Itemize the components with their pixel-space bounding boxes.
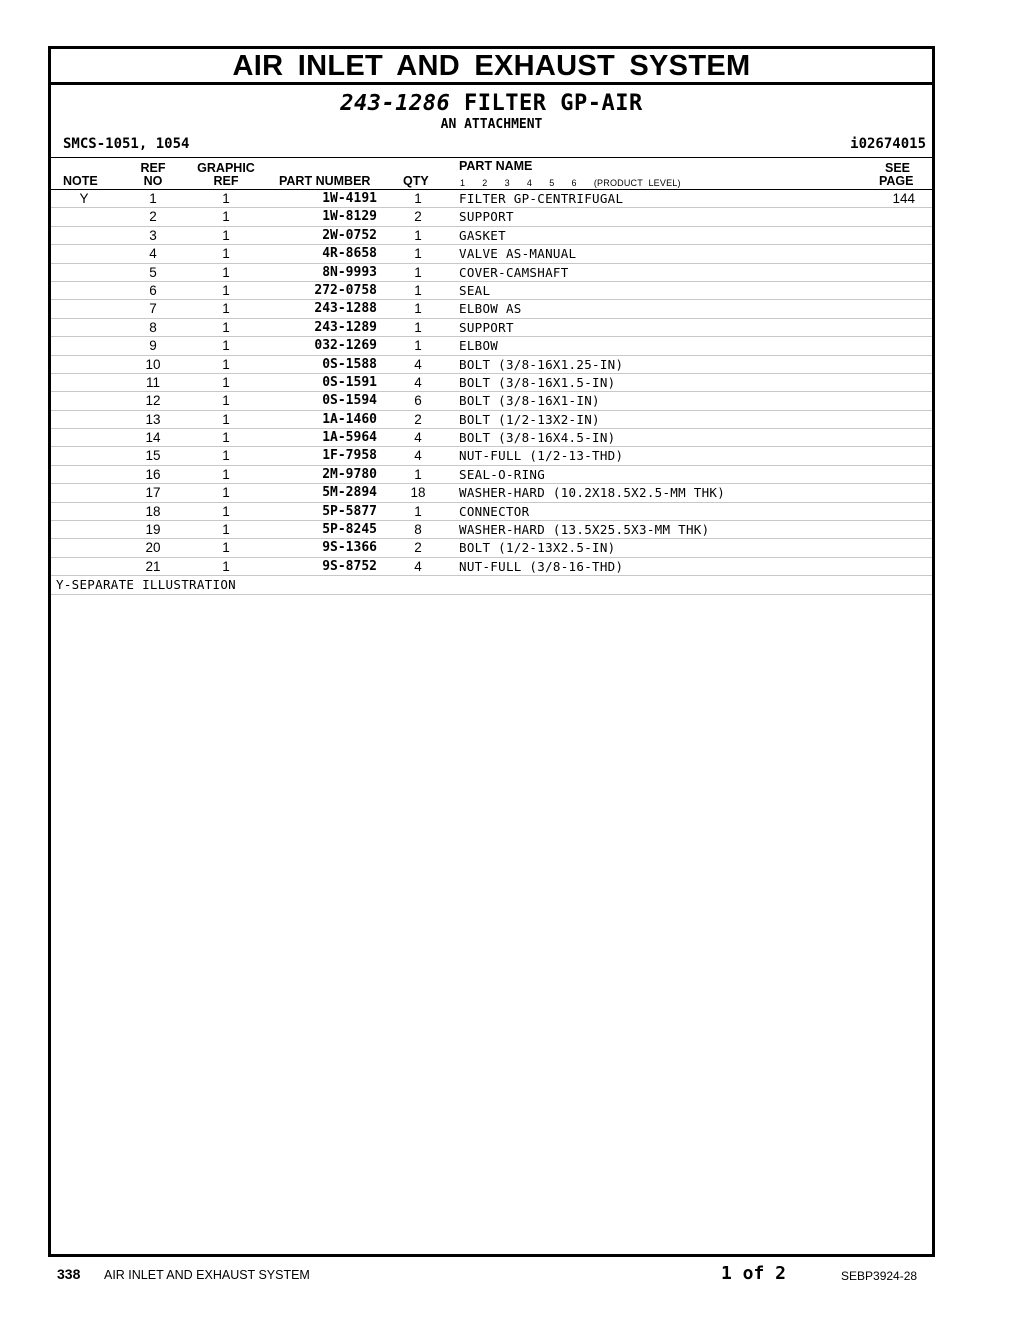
ref-no-cell: 18	[145, 503, 161, 519]
qty-cell: 1	[414, 319, 422, 335]
smcs-codes: SMCS-1051, 1054	[63, 136, 190, 152]
col-see-page-bottom: PAGE	[879, 174, 914, 188]
col-ref-no-bottom: NO	[143, 174, 163, 188]
col-note: NOTE	[63, 174, 98, 188]
qty-cell: 1	[414, 466, 422, 482]
graphic-ref-cell: 1	[222, 227, 230, 243]
graphic-ref-cell: 1	[222, 411, 230, 427]
part-number-cell: 5P-5877	[322, 503, 377, 519]
qty-cell: 6	[414, 393, 422, 409]
ref-no-cell: 13	[145, 411, 161, 427]
ref-no-cell: 1	[149, 191, 157, 206]
qty-cell: 1	[414, 246, 422, 262]
graphic-ref-cell: 1	[222, 191, 230, 206]
table-row	[51, 392, 932, 410]
col-product-levels: 1 2 3 4 5 6 (PRODUCT LEVEL)	[460, 178, 681, 188]
footnote-row	[51, 576, 932, 594]
graphic-ref-cell: 1	[222, 503, 230, 519]
ref-no-cell: 15	[145, 448, 161, 464]
part-name-cell: BOLT (1/2-13X2-IN)	[459, 411, 600, 427]
page-count: 1 of 2	[721, 1263, 787, 1284]
part-number-cell: 2W-0752	[322, 227, 377, 243]
qty-cell: 4	[414, 448, 422, 464]
ref-no-cell: 16	[145, 466, 161, 482]
column-headers	[51, 158, 932, 190]
table-row	[51, 466, 932, 484]
qty-cell: 1	[414, 503, 422, 519]
part-name-cell: ELBOW	[459, 338, 499, 354]
ref-no-cell: 10	[145, 356, 161, 372]
graphic-ref-cell: 1	[222, 393, 230, 409]
col-graphic-ref-top: GRAPHIC	[197, 161, 255, 175]
part-number-cell: 1A-1460	[322, 411, 377, 427]
part-name-cell: SUPPORT	[459, 209, 514, 225]
part-name-cell: COVER-CAMSHAFT	[459, 264, 569, 280]
qty-cell: 4	[414, 356, 422, 372]
part-name-cell: BOLT (3/8-16X4.5-IN)	[459, 430, 616, 446]
qty-cell: 2	[414, 209, 422, 225]
col-part-name: PART NAME	[459, 159, 533, 173]
qty-cell: 1	[414, 227, 422, 243]
part-name-cell: SEAL-O-RING	[459, 466, 546, 482]
parts-table	[51, 190, 932, 576]
part-name-cell: WASHER-HARD (10.2X18.5X2.5-MM THK)	[459, 485, 726, 501]
table-row	[51, 264, 932, 282]
table-row	[51, 447, 932, 465]
footnote: Y-SEPARATE ILLUSTRATION	[56, 577, 236, 593]
part-name-cell: BOLT (1/2-13X2.5-IN)	[459, 540, 616, 556]
group-subtitle: AN ATTACHMENT	[440, 117, 543, 132]
table-row	[51, 356, 932, 374]
ref-no-cell: 21	[145, 558, 161, 574]
part-name-cell: BOLT (3/8-16X1.25-IN)	[459, 356, 624, 372]
part-name-cell: BOLT (3/8-16X1.5-IN)	[459, 374, 616, 390]
ref-no-cell: 9	[149, 338, 157, 354]
qty-cell: 1	[414, 264, 422, 280]
qty-cell: 4	[414, 374, 422, 390]
table-row	[51, 521, 932, 539]
smcs-row	[51, 133, 932, 158]
qty-cell: 2	[414, 540, 422, 556]
parts-page	[48, 46, 935, 1257]
ref-no-cell: 4	[149, 246, 157, 262]
illustration-id: i02674015	[850, 136, 926, 152]
group-name: FILTER GP-AIR	[464, 91, 643, 116]
ref-no-cell: 11	[145, 374, 160, 390]
graphic-ref-cell: 1	[222, 356, 230, 372]
document-id: SEBP3924-28	[841, 1269, 918, 1283]
graphic-ref-cell: 1	[222, 430, 230, 446]
qty-cell: 4	[414, 430, 422, 446]
qty-cell: 8	[414, 522, 422, 538]
ref-no-cell: 17	[145, 485, 161, 501]
table-row	[51, 227, 932, 245]
part-name-cell: FILTER GP-CENTRIFUGAL	[459, 191, 624, 206]
table-row	[51, 300, 932, 318]
part-name-cell: BOLT (3/8-16X1-IN)	[459, 393, 600, 409]
graphic-ref-cell: 1	[222, 466, 230, 482]
part-number-cell: 272-0758	[314, 282, 377, 298]
part-number-cell: 9S-1366	[322, 540, 377, 556]
part-name-cell: NUT-FULL (3/8-16-THD)	[459, 558, 624, 574]
part-number-cell: 1F-7958	[322, 448, 377, 464]
table-row	[51, 484, 932, 502]
table-row	[51, 337, 932, 355]
see-page-cell: 144	[892, 191, 915, 206]
ref-no-cell: 7	[149, 301, 157, 317]
table-row	[51, 282, 932, 300]
part-number-cell: 1W-8129	[322, 209, 377, 225]
col-see-page-top: SEE	[885, 161, 911, 175]
part-number-cell: 8N-9993	[322, 264, 377, 280]
part-number-cell: 9S-8752	[322, 558, 377, 574]
part-number-cell: 4R-8658	[322, 246, 377, 262]
graphic-ref-cell: 1	[222, 558, 230, 574]
part-number-cell: 5M-2894	[322, 485, 377, 501]
ref-no-cell: 12	[145, 393, 161, 409]
part-name-cell: WASHER-HARD (13.5X25.5X3-MM THK)	[459, 522, 710, 538]
ref-no-cell: 19	[145, 522, 161, 538]
part-name-cell: NUT-FULL (1/2-13-THD)	[459, 448, 624, 464]
graphic-ref-cell: 1	[222, 209, 230, 225]
note-cell: Y	[79, 191, 89, 206]
graphic-ref-cell: 1	[222, 374, 230, 390]
ref-no-cell: 6	[149, 282, 157, 298]
graphic-ref-cell: 1	[222, 540, 230, 556]
graphic-ref-cell: 1	[222, 246, 230, 262]
graphic-ref-cell: 1	[222, 301, 230, 317]
group-header	[51, 85, 932, 133]
graphic-ref-cell: 1	[222, 338, 230, 354]
group-number: 243-1286	[340, 91, 451, 116]
col-qty: QTY	[403, 174, 429, 188]
graphic-ref-cell: 1	[222, 264, 230, 280]
footer-section: AIR INLET AND EXHAUST SYSTEM	[104, 1268, 310, 1282]
part-number-cell: 1A-5964	[322, 430, 377, 446]
part-number-cell: 5P-8245	[322, 522, 377, 538]
part-number-cell: 2M-9780	[322, 466, 377, 482]
group-title	[51, 85, 932, 117]
part-name-cell: SEAL	[459, 282, 491, 298]
ref-no-cell: 5	[149, 264, 157, 280]
part-number-cell: 1W-4191	[322, 191, 377, 206]
qty-cell: 1	[414, 191, 422, 206]
page-number: 338	[57, 1266, 81, 1282]
part-name-cell: ELBOW AS	[459, 301, 522, 317]
page-footer	[0, 1263, 1020, 1290]
qty-cell: 2	[414, 411, 422, 427]
part-number-cell: 032-1269	[314, 338, 377, 354]
part-number-cell: 0S-1594	[322, 393, 377, 409]
part-number-cell: 243-1288	[314, 301, 377, 317]
part-name-cell: GASKET	[459, 227, 506, 243]
table-row	[51, 411, 932, 429]
table-row	[51, 190, 932, 208]
col-graphic-ref-bottom: REF	[213, 174, 239, 188]
part-number-cell: 243-1289	[314, 319, 377, 335]
qty-cell: 1	[414, 301, 422, 317]
part-name-cell: VALVE AS-MANUAL	[459, 246, 577, 262]
part-number-cell: 0S-1591	[322, 374, 377, 390]
table-row	[51, 503, 932, 521]
table-row	[51, 245, 932, 263]
table-row	[51, 208, 932, 226]
section-title: AIR INLET AND EXHAUST SYSTEM	[51, 49, 932, 85]
part-number-cell: 0S-1588	[322, 356, 377, 372]
qty-cell: 1	[414, 338, 422, 354]
table-row	[51, 558, 932, 576]
qty-cell: 18	[410, 485, 426, 501]
col-ref-no-top: REF	[140, 161, 166, 175]
ref-no-cell: 14	[145, 430, 161, 446]
table-row	[51, 374, 932, 392]
graphic-ref-cell: 1	[222, 448, 230, 464]
graphic-ref-cell: 1	[222, 282, 230, 298]
ref-no-cell: 20	[145, 540, 161, 556]
qty-cell: 1	[414, 282, 422, 298]
graphic-ref-cell: 1	[222, 319, 230, 335]
table-row	[51, 429, 932, 447]
table-row	[51, 319, 932, 337]
ref-no-cell: 2	[149, 209, 157, 225]
ref-no-cell: 8	[149, 319, 157, 335]
part-name-cell: CONNECTOR	[459, 503, 530, 519]
graphic-ref-cell: 1	[222, 522, 230, 538]
graphic-ref-cell: 1	[222, 485, 230, 501]
qty-cell: 4	[414, 558, 422, 574]
col-part-number: PART NUMBER	[279, 174, 371, 188]
ref-no-cell: 3	[149, 227, 157, 243]
table-row	[51, 539, 932, 557]
part-name-cell: SUPPORT	[459, 319, 514, 335]
